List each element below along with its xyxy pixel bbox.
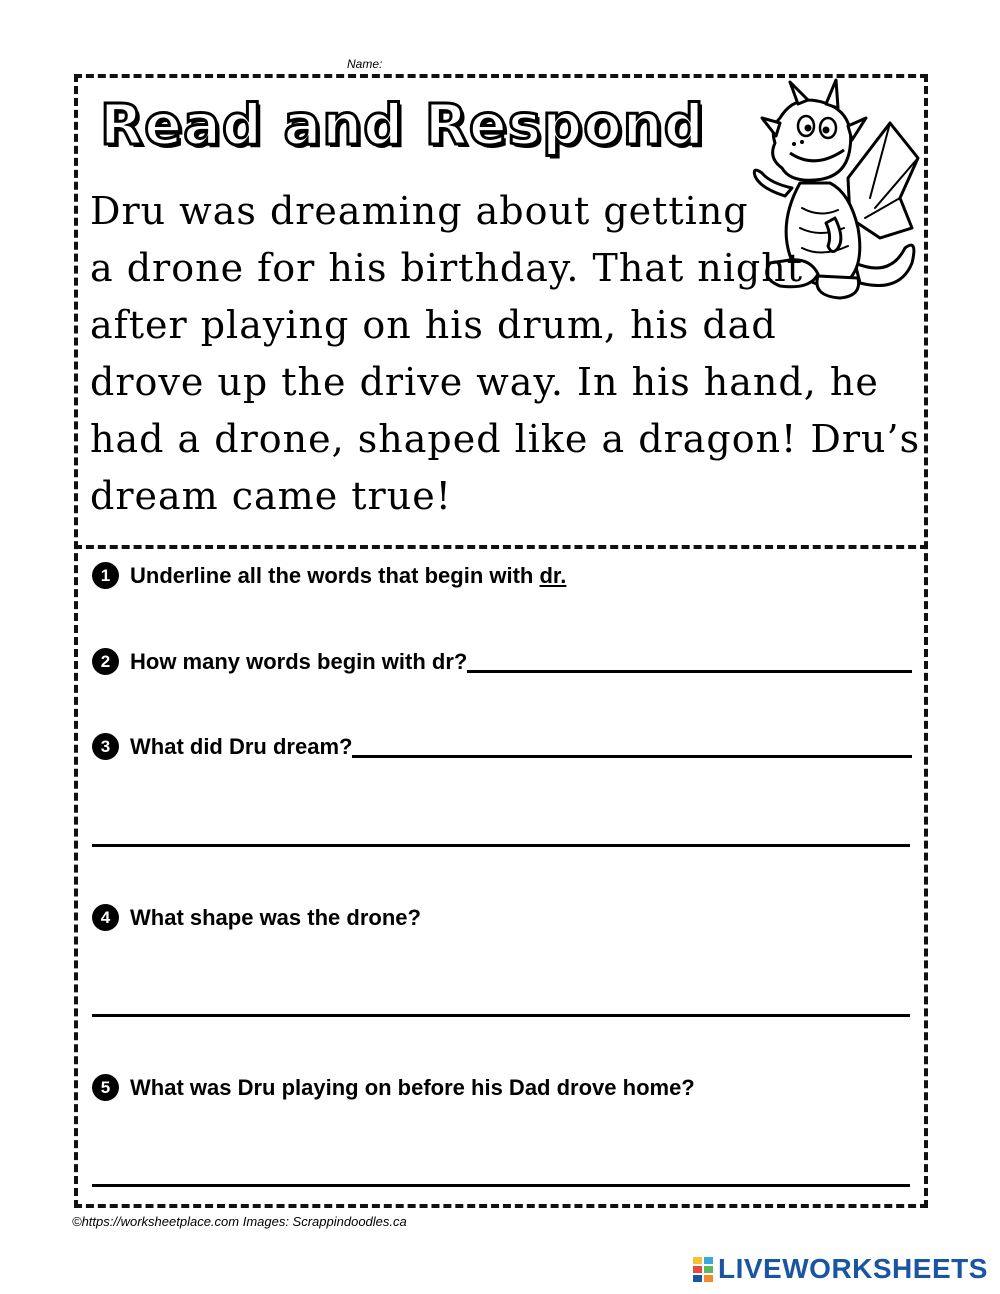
liveworksheets-brand — [692, 1254, 988, 1284]
liveworksheets-logo-icon — [692, 1255, 714, 1283]
section-divider — [74, 545, 928, 549]
answer-line[interactable] — [352, 755, 912, 758]
story-line: dream came true! — [90, 474, 452, 518]
question-number: 2 — [92, 648, 119, 675]
answer-line[interactable] — [92, 844, 910, 847]
story-line: after playing on his drum, his dad — [90, 303, 777, 347]
question-4 — [92, 904, 912, 931]
question-5 — [92, 1074, 912, 1101]
story-line: drove up the drive way. In his hand, he — [90, 360, 879, 404]
question-text: How many words begin with dr? — [130, 649, 468, 674]
question-text-main: Underline all the words that begin with — [130, 563, 540, 588]
story-line: a drone for his birthday. That night — [90, 246, 804, 290]
answer-line[interactable] — [467, 670, 912, 673]
name-label: Name: — [347, 57, 383, 71]
answer-line[interactable] — [92, 1184, 910, 1187]
story-line: had a drone, shaped like a dragon! Dru’s — [90, 417, 921, 461]
story-line: Dru was dreaming about getting — [90, 189, 749, 233]
question-text: What did Dru dream? — [130, 734, 353, 759]
worksheet-title: Read and Respond — [100, 93, 705, 158]
question-2 — [92, 648, 912, 675]
question-number: 3 — [92, 733, 119, 760]
question-3 — [92, 733, 912, 760]
question-number: 4 — [92, 904, 119, 931]
question-text-underlined: dr. — [539, 563, 567, 588]
question-number: 1 — [92, 562, 119, 589]
footer-credit: ©https://worksheetplace.com Images: Scrappindoodles.ca — [72, 1214, 407, 1229]
question-number: 5 — [92, 1074, 119, 1101]
brand-name: LIVEWORKSHEETS — [718, 1253, 988, 1284]
story-passage — [90, 183, 921, 525]
question-text: What was Dru playing on before his Dad drove home? — [130, 1075, 695, 1100]
question-text — [130, 563, 566, 589]
answer-line[interactable] — [92, 1014, 910, 1017]
question-1 — [92, 562, 912, 589]
question-text: What shape was the drone? — [130, 905, 421, 930]
